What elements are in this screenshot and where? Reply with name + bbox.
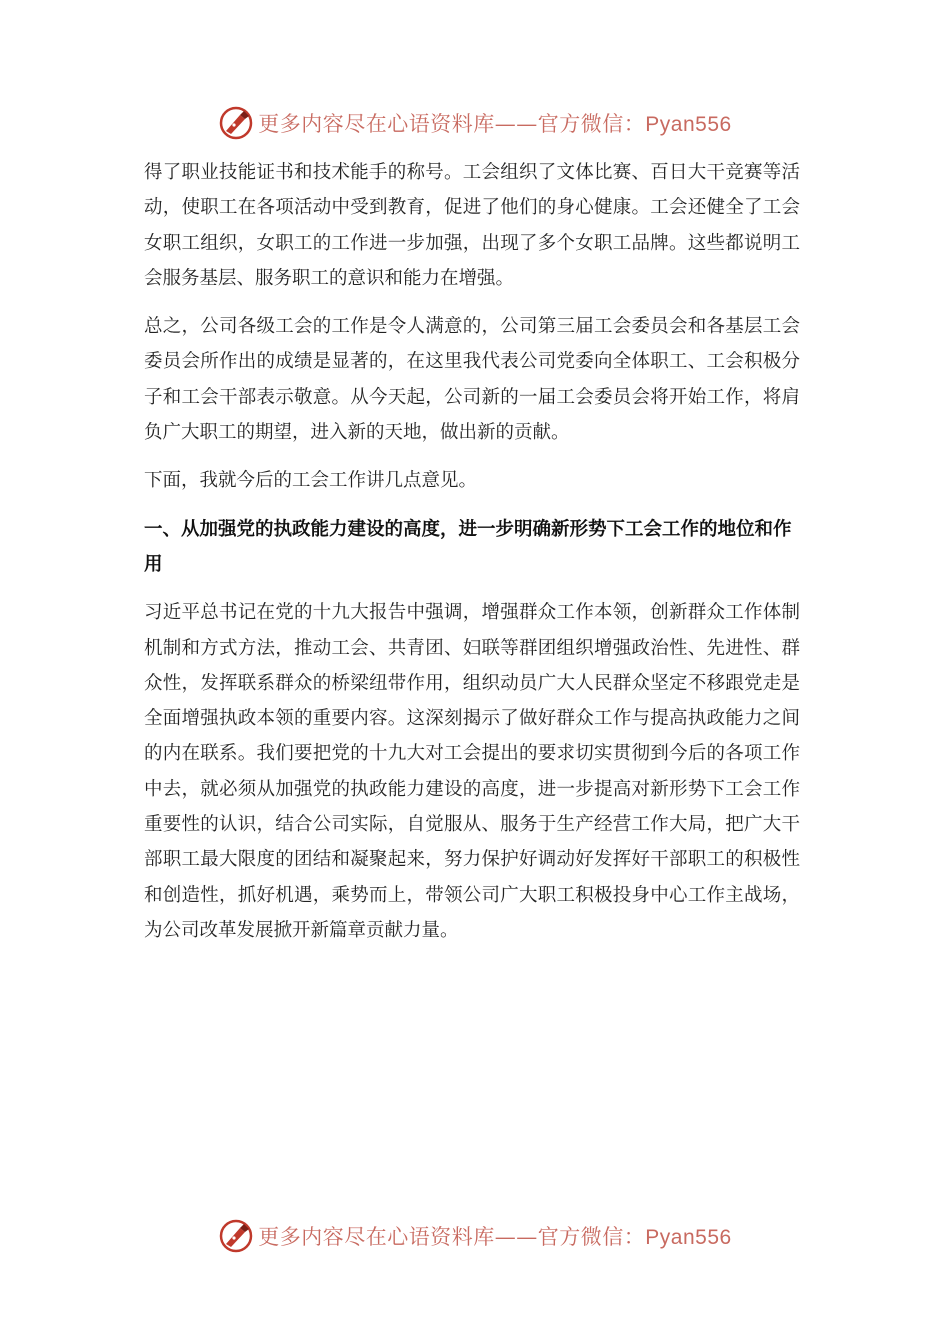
footer-banner bbox=[0, 1216, 950, 1256]
banner-text bbox=[258, 108, 731, 138]
banner-text bbox=[258, 1221, 731, 1251]
banner-wechat-label: 官方微信： bbox=[537, 112, 646, 136]
banner-wechat-id: Pyan556 bbox=[645, 113, 732, 136]
banner-main-text: 更多内容尽在心语资料库 bbox=[258, 1225, 495, 1249]
banner-main-text: 更多内容尽在心语资料库 bbox=[258, 112, 495, 136]
section-body: 习近平总书记在党的十九大报告中强调，增强群众工作本领，创新群众工作体制机制和方式方法，推动工会、共青团、妇联等群团组织增强政治性、先进性、群众性，发挥联系群众的桥梁纽带作用，组织动员广大人民群众坚定不移跟党走是全面增强执政本领的重要内容。这深刻揭示了做好群众工作与提高执政能力之间的内在联系。我们要把党的十九大对工会提出的要求切实贯彻到今后的各项工作中去，就必须从加强党的执政能力建设的高度，进一步提高对新形势下工会工作重要性的认识，结合公司实际，自觉服从、服务于生产经营工作大局，把广大干部职工最大限度的团结和凝聚起来，努力保护好调动好发挥好干部职工的积极性和创造性，抓好机遇，乘势而上，带领公司广大职工积极投身中心工作主战场，为公司改革发展掀开新篇章贡献力量。 bbox=[144, 602, 800, 941]
banner-dash: —— bbox=[494, 112, 538, 136]
pen-nib-logo-icon bbox=[218, 1218, 254, 1254]
banner-wechat-id: Pyan556 bbox=[645, 1226, 732, 1249]
document-body bbox=[144, 155, 800, 961]
pen-nib-logo-icon bbox=[218, 105, 254, 141]
header-banner bbox=[0, 103, 950, 143]
paragraph-3: 下面，我就今后的工会工作讲几点意见。 bbox=[144, 470, 478, 492]
section-heading: 一、从加强党的执政能力建设的高度，进一步明确新形势下工会工作的地位和作用 bbox=[144, 518, 792, 575]
banner-wechat-label: 官方微信： bbox=[537, 1225, 646, 1249]
banner-dash: —— bbox=[494, 1225, 538, 1249]
paragraph-1: 得了职业技能证书和技术能手的称号。工会组织了文体比赛、百日大干竞赛等活动，使职工在各项活动中受到教育，促进了他们的身心健康。工会还健全了工会女职工组织，女职工的工作进一步加强，出现了多个女职工品牌。这些都说明工会服务基层、服务职工的意识和能力在增强。 bbox=[144, 162, 800, 289]
paragraph-2: 总之，公司各级工会的工作是令人满意的，公司第三届工会委员会和各基层工会委员会所作出的成绩是显著的，在这里我代表公司党委向全体职工、工会积极分子和工会干部表示敬意。从今天起，公司新的一届工会委员会将开始工作，将肩负广大职工的期望，进入新的天地，做出新的贡献。 bbox=[144, 316, 800, 444]
